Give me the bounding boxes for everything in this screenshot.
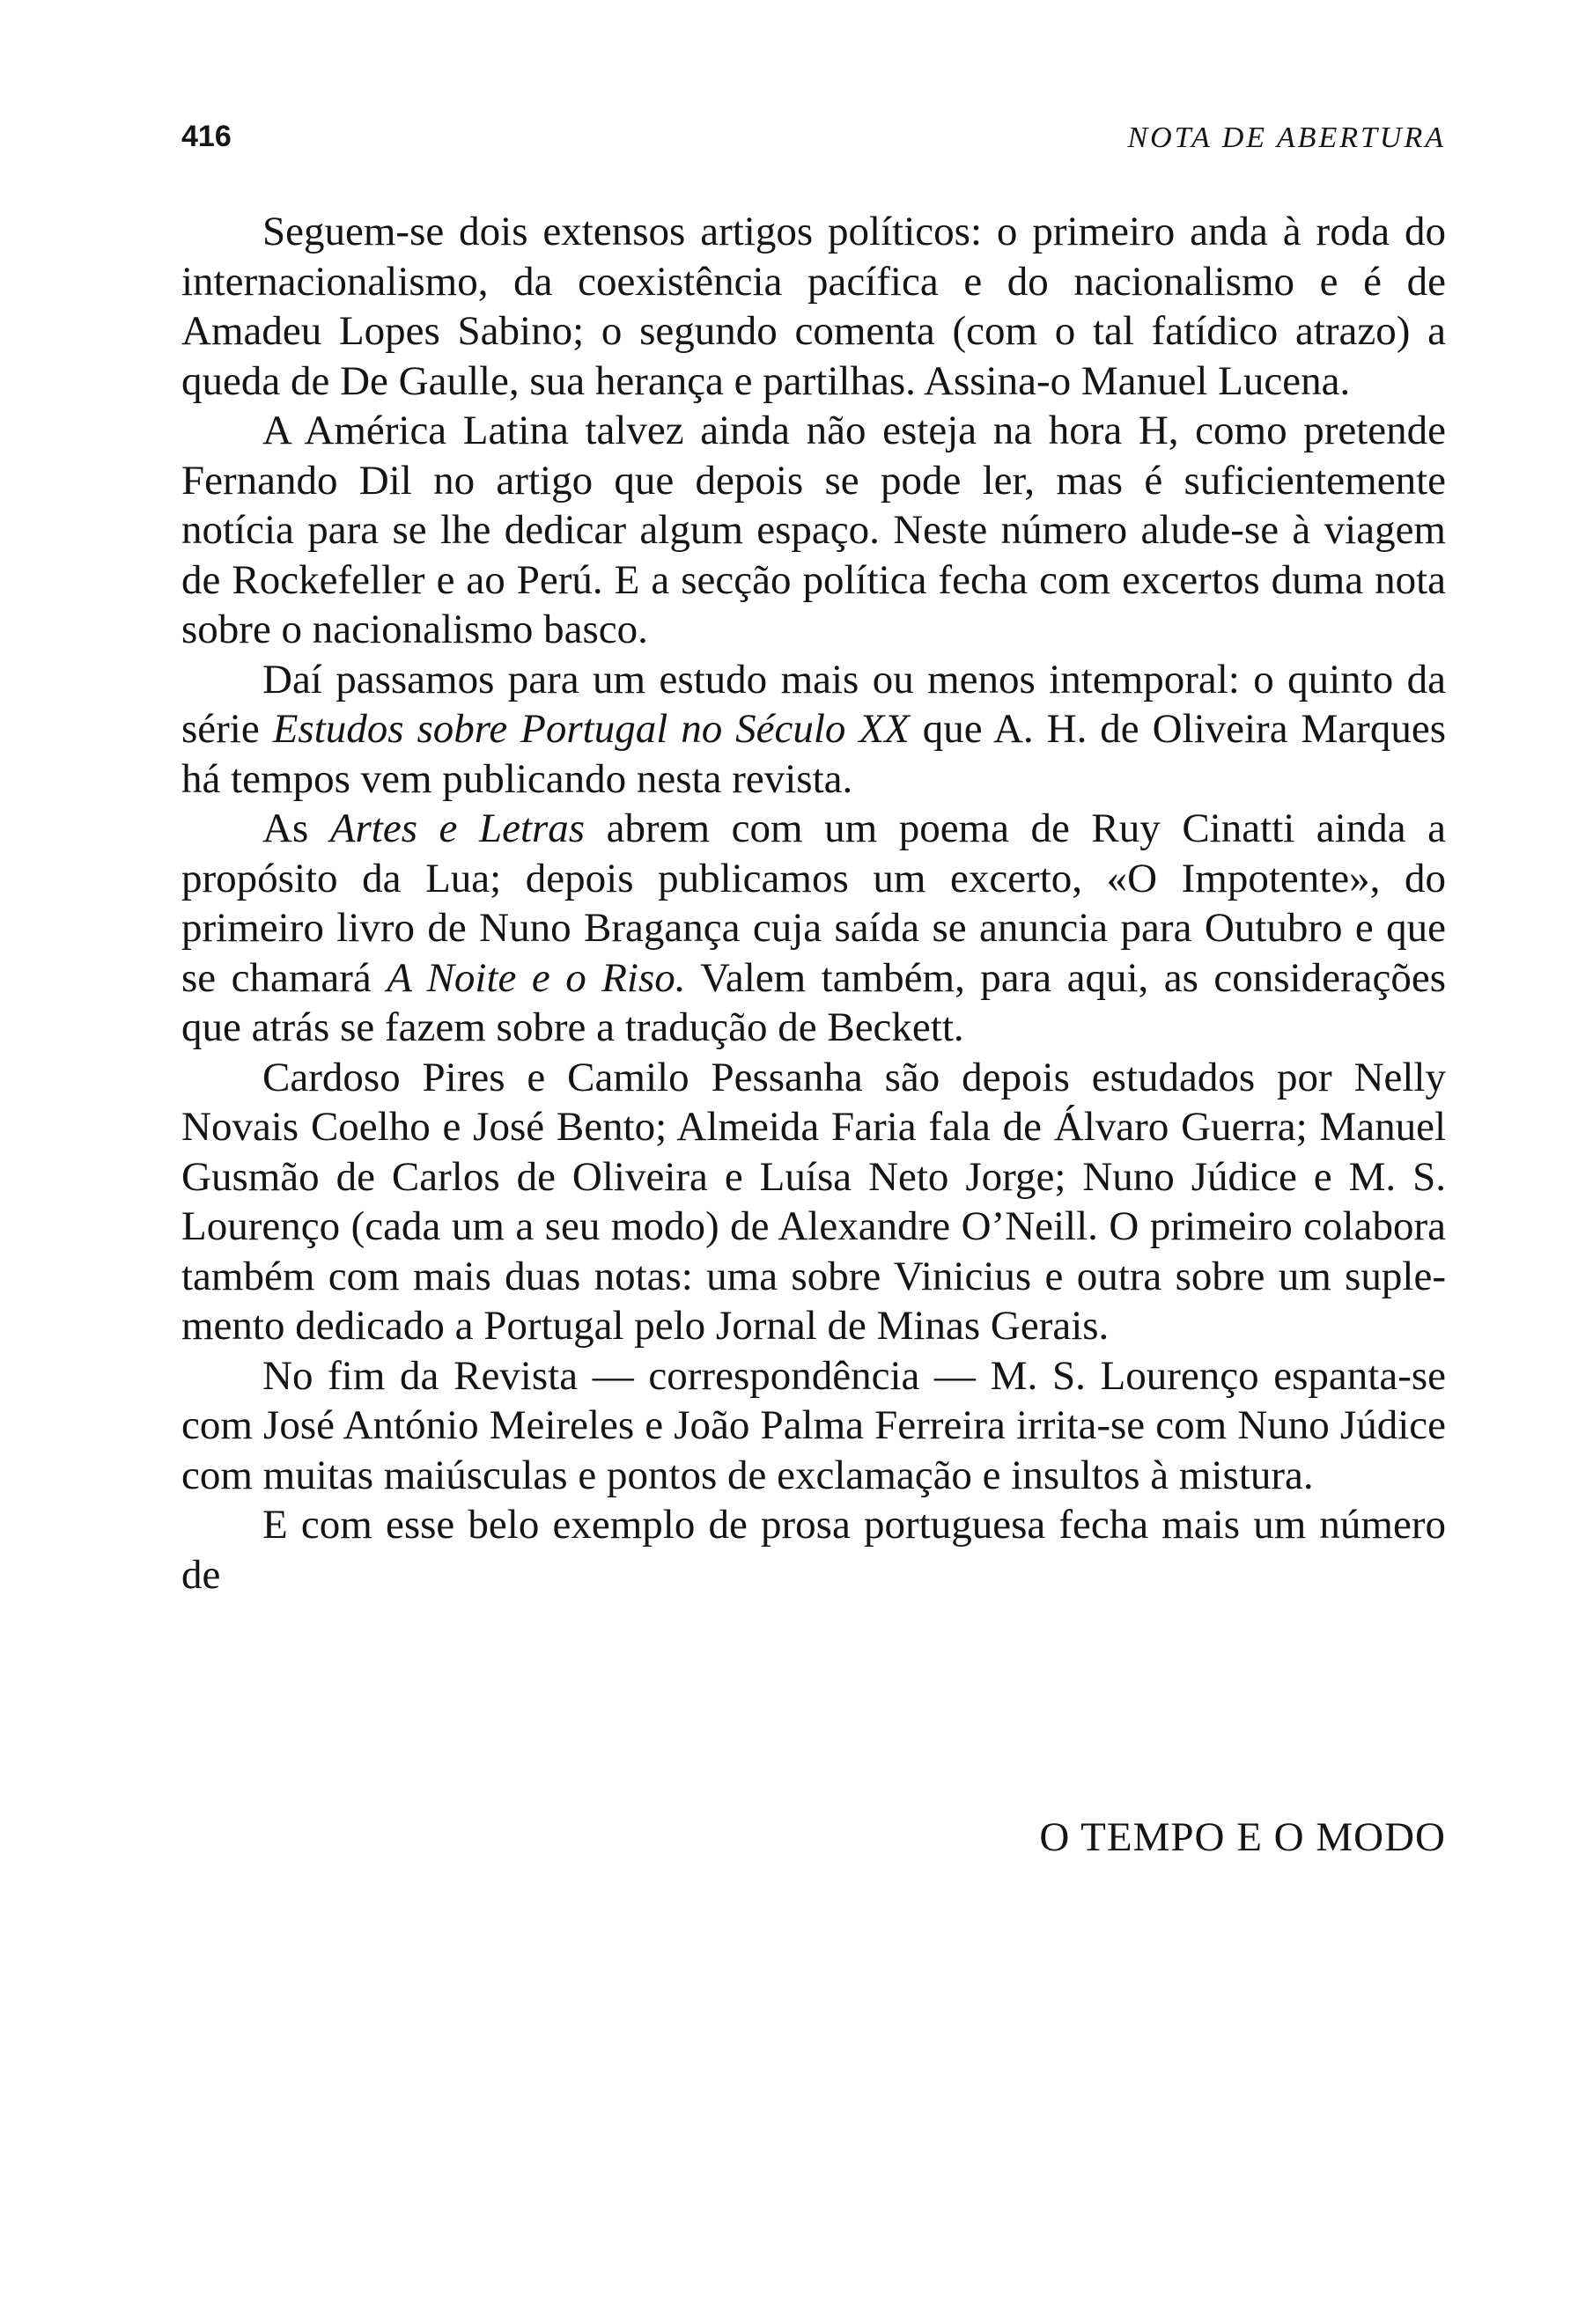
italic-title: Estudos sobre Portugal no Século XX <box>272 706 910 752</box>
paragraph-text: A América Latina talvez ainda não esteja na hora H, como pretende Fernando Dil no artigo que depois se pode ler, mas é suficientemente notícia para se lhe dedicar algum espaço. Neste número alude-se à viagem de Rockefeller e ao Perú. E a secção política fecha com excertos duma nota sobre o nacionalismo basco. <box>181 408 1446 652</box>
paragraph-text: Valem também, para aqui, as considerações que atrás se fazem sobre a tradução de Beckett. <box>181 954 1446 1050</box>
paragraph-text: abrem com um poema de Ruy Cinatti ainda a propósito da Lua; depois publicamos um excerto, «O Impotente», do primeiro livro de Nuno Bragança cuja saída se anuncia para Outubro e que se chamará <box>181 805 1446 1001</box>
running-title: NOTA DE ABERTURA <box>1127 121 1446 154</box>
signature: O TEMPO E O MODO <box>1039 1814 1446 1860</box>
paragraph-text: Seguem-se dois extensos artigos políticos: o primeiro anda à roda do internacionalismo, da coexistência pacífica e do nacionalismo e é de Amadeu Lopes Sabino; o segundo comenta (com o tal fatídico atrazo) a queda de De Gaulle, sua herança e partilhas. Assina-o Manuel Lucena. <box>181 209 1446 404</box>
page-number: 416 <box>181 120 232 153</box>
page-header <box>181 120 1446 169</box>
paragraph <box>181 406 1446 655</box>
paragraph <box>181 655 1446 805</box>
article-body <box>181 207 1446 1600</box>
paragraph-text: As <box>262 805 330 851</box>
paragraph-text: No fim da Revista — correspondência — M. S. Lourenço espanta-se com José António Meireles e João Palma Ferreira irrita-se com Nuno Júdice com muitas maiúsculas e pontos de exclamação e insultos à mistura. <box>181 1352 1446 1498</box>
paragraph <box>181 1351 1446 1501</box>
paragraph-text: Daí passamos para um estudo mais ou menos intemporal: o quinto da série <box>181 656 1446 752</box>
italic-title: A Noite e o Riso. <box>387 954 686 1001</box>
paragraph-text: Cardoso Pires e Camilo Pessanha são depois estudados por Nelly Novais Coelho e José Bento; Almeida Faria fala de Álvaro Guerra; Manuel Gusmão de Carlos de Oliveira e Luísa Neto Jorge; Nuno Júdice e M. S. Lourenço (cada um a seu modo) de Alexandre O’Neill. O primeiro colabora também com mais duas notas: uma sobre Vinicius e outra sobre um suplemento dedicado a Portugal pelo Jornal de Minas Gerais. <box>181 1054 1446 1349</box>
paragraph-text: que A. H. de Oliveira Marques há tempos vem publicando nesta revista. <box>181 706 1446 802</box>
paragraph <box>181 804 1446 1053</box>
paragraph-text: E com esse belo exemplo de prosa portuguesa fecha mais um número de <box>181 1502 1446 1598</box>
paragraph <box>181 1053 1446 1351</box>
paragraph <box>181 1500 1446 1600</box>
italic-title: Artes e Letras <box>329 805 586 851</box>
paragraph <box>181 207 1446 406</box>
